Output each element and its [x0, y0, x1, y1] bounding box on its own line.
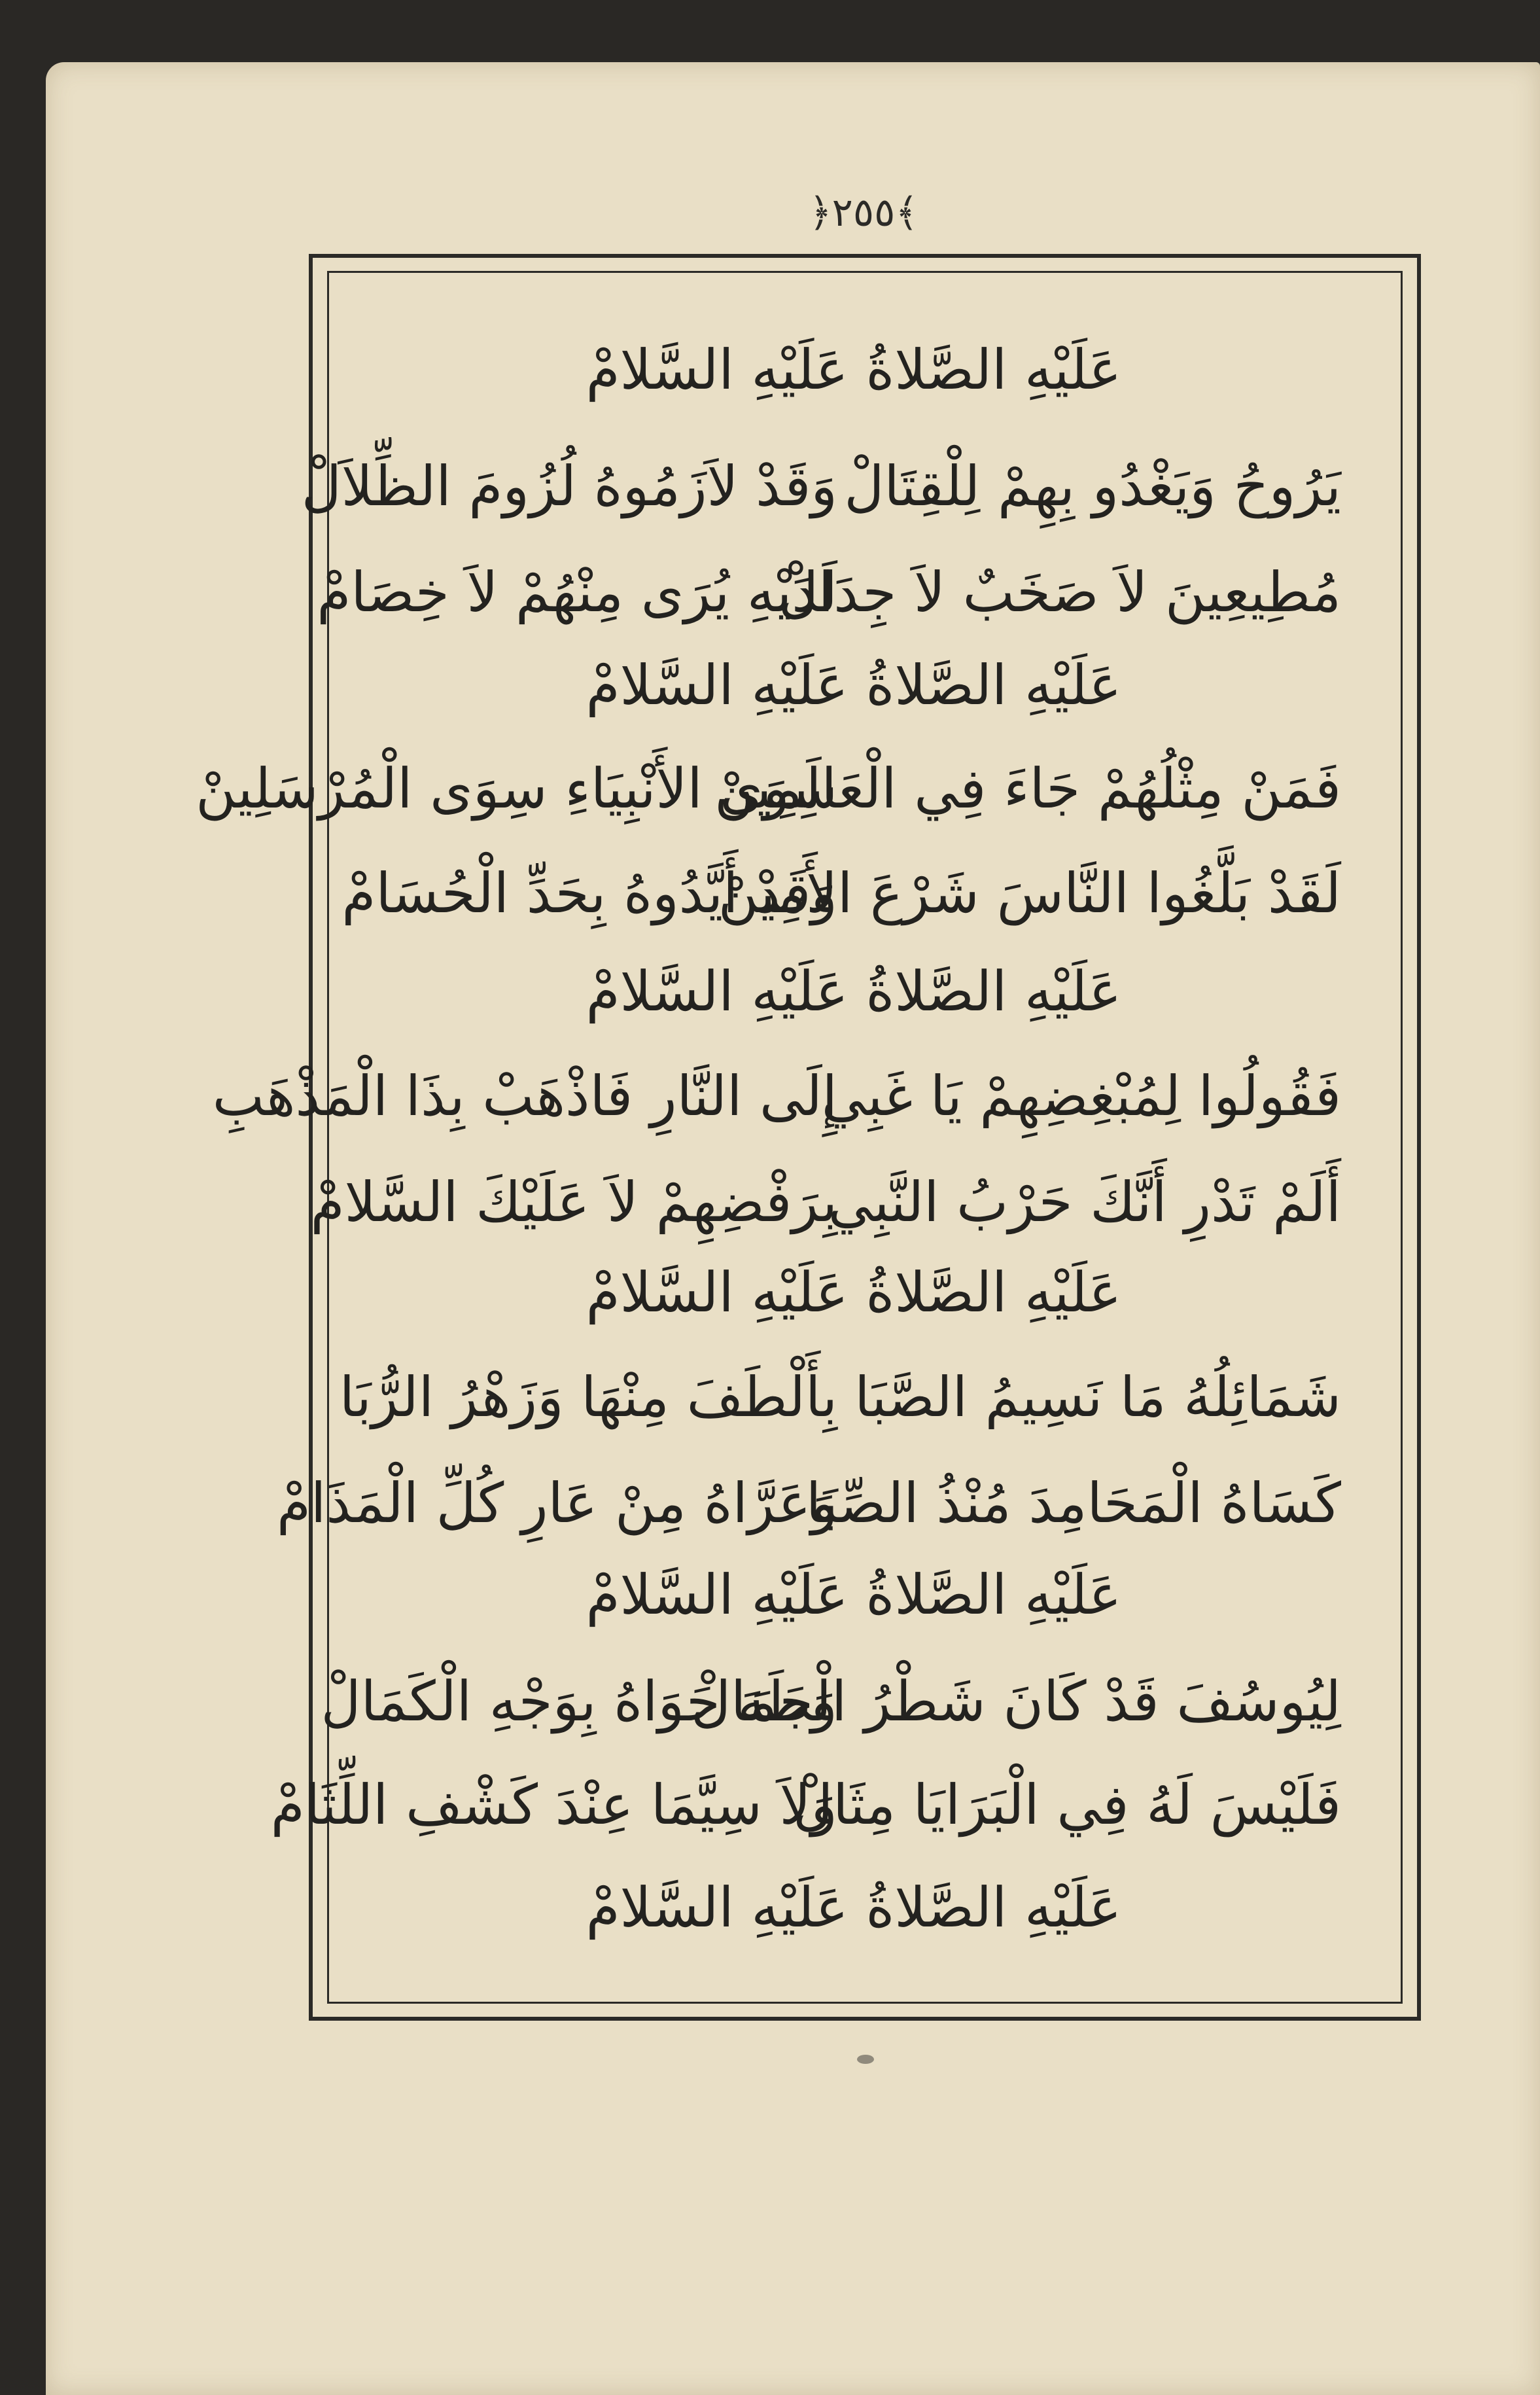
verse-first-hemistich: أَلَمْ تَدْرِ أَنَّكَ حَرْبُ النَّبِي [828, 1170, 1341, 1234]
verse-line [196, 739, 1341, 838]
verse-second-hemistich: وَقَدْ أَيَّدُوهُ بِحَدِّ الْحُسَامْ [341, 861, 837, 925]
verse-line [341, 844, 1341, 942]
verse-second-hemistich: وَلاَ سِيَّمَا عِنْدَ كَشْفِ اللِّثَامْ [270, 1773, 837, 1837]
verse-second-hemistich: وَعَرَّاهُ مِنْ عَارِ كُلِّ الْمَذَامْ [277, 1471, 837, 1535]
page-number: ﴿٢٥٥﴾ [809, 190, 919, 236]
refrain-line: عَلَيْهِ الصَّلاةُ عَلَيْهِ السَّلامْ [586, 1260, 1122, 1324]
verse-second-hemistich: إِلَى النَّارِ فَاذْهَبْ بِذَا الْمَذْهَبِ [212, 1064, 837, 1128]
verse-line [277, 1454, 1341, 1552]
verse-line [317, 543, 1341, 641]
verse-first-hemistich: كَسَاهُ الْمَحَامِدَ مُنْذُ الصِّبَا [805, 1471, 1341, 1535]
refrain-line: عَلَيْهِ الصَّلاةُ عَلَيْهِ السَّلامْ [586, 338, 1122, 402]
ink-smudge [857, 2055, 874, 2064]
verse-line [212, 1047, 1341, 1145]
verse-second-hemistich: وَطَهَ حَوَاهُ بِوَجْهِ الْكَمَالْ [321, 1669, 837, 1733]
verse-first-hemistich: لَقَدْ بَلَّغُوا النَّاسَ شَرْعَ الأَمِينْ [718, 861, 1341, 925]
verse-first-hemistich: لِيُوسُفَ قَدْ كَانَ شَطْرُ الْجَمَالْ [691, 1669, 1341, 1733]
verse-line [301, 437, 1341, 535]
verse-first-hemistich: مُطِيعِينَ لاَ صَخَبٌ لاَ جِدَالْ [778, 560, 1341, 624]
verse-first-hemistich: يَرُوحُ وَيَغْدُو بِهِمْ لِلْقِتَالْ [844, 454, 1341, 518]
verse-first-hemistich: فَلَيْسَ لَهُ فِي الْبَرَايَا مِثَالْ [793, 1773, 1341, 1837]
refrain-line: عَلَيْهِ الصَّلاةُ عَلَيْهِ السَّلامْ [586, 1875, 1122, 1940]
verse-first-hemistich: فَمَنْ مِثْلُهُمْ جَاءَ فِي الْعَالَمِينْ [714, 756, 1341, 821]
verse-line [310, 1153, 1341, 1251]
refrain-line: عَلَيْهِ الصَّلاةُ عَلَيْهِ السَّلامْ [586, 653, 1122, 717]
refrain-line: عَلَيْهِ الصَّلاةُ عَلَيْهِ السَّلامْ [586, 1563, 1122, 1627]
refrain-line: عَلَيْهِ الصَّلاةُ عَلَيْهِ السَّلامْ [586, 959, 1122, 1023]
verse-line [270, 1756, 1341, 1854]
verse-second-hemistich: لَدَيْهِ يُرَى مِنْهُمْ لاَ خِصَامْ [317, 560, 837, 624]
verse-second-hemistich: بِرَفْضِهِمْ لاَ عَلَيْكَ السَّلامْ [310, 1170, 837, 1234]
verse-first-hemistich: فَقُولُوا لِمُبْغِضِهِمْ يَا غَبِي [821, 1064, 1341, 1128]
verse-second-hemistich: وَقَدْ لاَزَمُوهُ لُزُومَ الظِّلاَلْ [301, 454, 837, 518]
verse-line [321, 1652, 1341, 1750]
verse-line [339, 1348, 1341, 1446]
verse-second-hemistich: سِوَى الأَنْبِيَاءِ سِوَى الْمُرْسَلِينْ [196, 756, 837, 821]
verse-first-hemistich: شَمَائِلُهُ مَا نَسِيمُ الصَّبَا [854, 1365, 1341, 1429]
verse-second-hemistich: بِأَلْطَفَ مِنْهَا وَزَهْرُ الرُّبَا [339, 1365, 837, 1429]
